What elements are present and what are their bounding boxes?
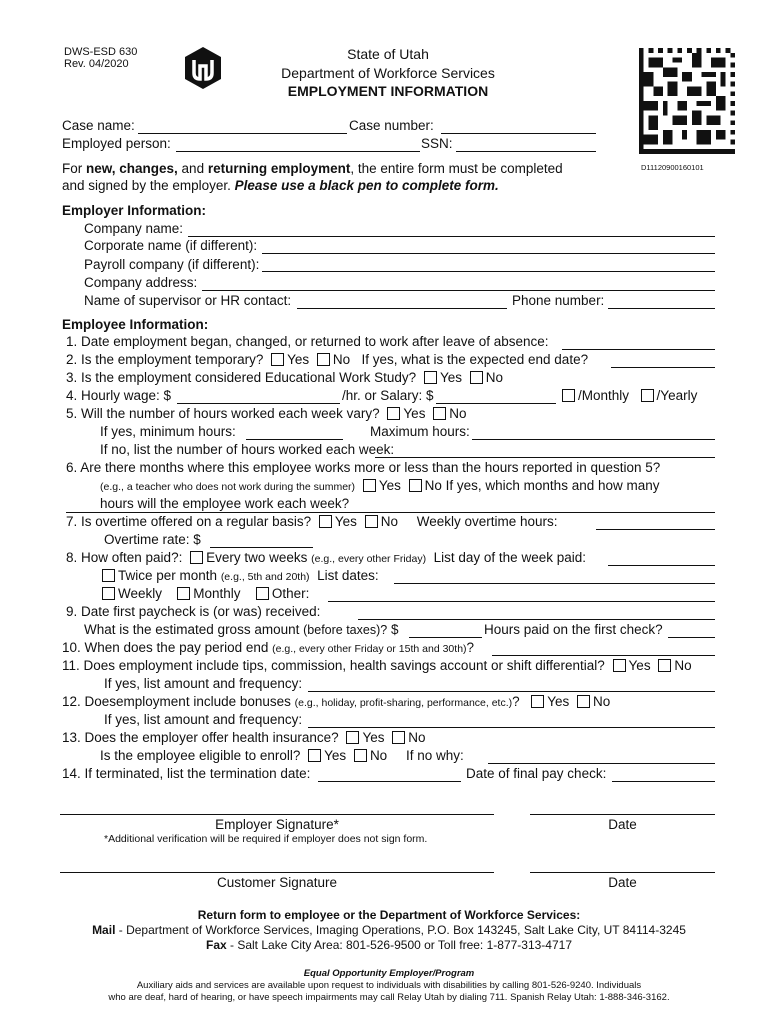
intro-line-1: For new, changes, and returning employment, the entire form must be completed: [62, 161, 563, 176]
company-name-field[interactable]: [188, 236, 715, 237]
case-number-field[interactable]: [441, 133, 596, 134]
ssn-field[interactable]: [456, 151, 596, 152]
aux-aids-line-2: who are deaf, hard of hearing, or have speech impairments may call Relay Utah by dialing 711. Spanish Relay Utah: 1-888-346-3162.: [108, 992, 670, 1003]
q8-dates-field[interactable]: [394, 583, 715, 584]
employer-section-heading: Employer Information:: [62, 203, 207, 218]
q5-max-label: Maximum hours:: [370, 424, 470, 439]
q5-hours-field[interactable]: [375, 457, 715, 458]
q12-row: 12. Doesemployment include bonuses (e.g., holiday, profit-sharing, performance, etc.)? Yes No: [62, 694, 611, 709]
q8-weekly-checkbox[interactable]: [102, 587, 115, 600]
q8-other-checkbox[interactable]: [256, 587, 269, 600]
mail-address: Mail - Department of Workforce Services, Imaging Operations, P.O. Box 143245, Salt Lake City, UT 84114-3245: [92, 923, 686, 937]
q5-yes-checkbox[interactable]: [387, 407, 400, 420]
q7-rate-field[interactable]: [210, 547, 313, 548]
ssn-label: SSN:: [421, 136, 453, 151]
q4-salary-field[interactable]: [436, 403, 556, 404]
phone-field[interactable]: [608, 308, 715, 309]
q9-gross-label: What is the estimated gross amount (before taxes)? $: [84, 622, 399, 637]
eoe-statement: Equal Opportunity Employer/Program: [303, 968, 475, 979]
q12-list-label: If yes, list amount and frequency:: [104, 712, 303, 727]
employed-person-field[interactable]: [176, 151, 420, 152]
q4-wage-label: 4. Hourly wage: $: [66, 388, 172, 403]
q3-no-checkbox[interactable]: [470, 371, 483, 384]
q1-field[interactable]: [562, 349, 715, 350]
company-address-field[interactable]: [202, 290, 715, 291]
case-name-field[interactable]: [138, 133, 347, 134]
q5-row: 5. Will the number of hours worked each week vary? Yes No: [66, 406, 467, 421]
barcode-number: D11120900160101: [641, 163, 704, 172]
q8-monthly-checkbox[interactable]: [177, 587, 190, 600]
q4-salary-label: /hr. or Salary: $: [342, 388, 434, 403]
q8-other-field[interactable]: [328, 601, 715, 602]
aux-aids-line-1: Auxiliary aids and services are available upon request to individuals with disabilities by calling 801-526-9240. Individuals: [136, 980, 642, 991]
q4-period-options: /Monthly /Yearly: [558, 388, 697, 404]
fax-number: Fax - Salt Lake City Area: 801-526-9500 or Toll free: 1-877-313-4717: [205, 938, 572, 952]
q5-no-checkbox[interactable]: [433, 407, 446, 420]
page-title: EMPLOYMENT INFORMATION: [287, 83, 489, 99]
employer-date-line[interactable]: [530, 814, 715, 815]
q7-yes-checkbox[interactable]: [319, 515, 332, 528]
q4-hourly-field[interactable]: [177, 403, 340, 404]
q6-field[interactable]: [66, 512, 715, 513]
q14-final-field[interactable]: [612, 781, 715, 782]
employer-signature-line[interactable]: [60, 814, 494, 815]
customer-signature-label: Customer Signature: [216, 875, 338, 890]
q14-final-label: Date of final pay check:: [466, 766, 607, 781]
q10-field[interactable]: [492, 655, 715, 656]
corporate-name-field[interactable]: [262, 253, 715, 254]
case-name-label: Case name:: [62, 118, 135, 133]
q14-label: 14. If terminated, list the termination date:: [62, 766, 311, 781]
q11-row: 11. Does employment include tips, commission, health savings account or shift differential? Yes No: [62, 658, 692, 673]
q14-termination-field[interactable]: [318, 781, 461, 782]
q6-no-checkbox[interactable]: [409, 479, 422, 492]
q12-yes-checkbox[interactable]: [531, 695, 544, 708]
department-name: Department of Workforce Services: [281, 65, 495, 81]
q6-row: (e.g., a teacher who does not work during the summer) Yes No If yes, which months and how many: [100, 478, 660, 493]
q2-no-checkbox[interactable]: [317, 353, 330, 366]
company-address-label: Company address:: [84, 275, 198, 290]
q13-yes-checkbox[interactable]: [346, 731, 359, 744]
q8-twice-checkbox[interactable]: [102, 569, 115, 582]
q6-yes-checkbox[interactable]: [363, 479, 376, 492]
state-name: State of Utah: [347, 46, 429, 62]
q10-label: 10. When does the pay period end (e.g., every other Friday or 15th and 30th)?: [62, 640, 475, 655]
payroll-company-field[interactable]: [262, 271, 715, 272]
q1-label: 1. Date employment began, changed, or returned to work after leave of absence:: [66, 334, 549, 349]
q5-max-field[interactable]: [472, 439, 715, 440]
q11-yes-checkbox[interactable]: [613, 659, 626, 672]
q13-no-checkbox[interactable]: [392, 731, 405, 744]
q8-row-1: 8. How often paid?: Every two weeks (e.g., every other Friday) List day of the week paid:: [66, 550, 586, 565]
signature-note: *Additional verification will be required if employer does not sign form.: [104, 833, 428, 845]
payroll-company-label: Payroll company (if different):: [84, 257, 260, 272]
employee-section-heading: Employee Information:: [62, 317, 209, 332]
q7-no-checkbox[interactable]: [365, 515, 378, 528]
q8-row-2: Twice per month (e.g., 5th and 20th) List dates:: [98, 568, 379, 585]
employer-signature-label: Employer Signature*: [215, 817, 339, 832]
barcode-image: [638, 48, 736, 154]
case-number-label: Case number:: [349, 118, 434, 133]
q12-field[interactable]: [308, 727, 715, 728]
q13-enroll-no-checkbox[interactable]: [354, 749, 367, 762]
q4-monthly-checkbox[interactable]: [562, 389, 575, 402]
q11-list-label: If yes, list amount and frequency:: [104, 676, 303, 691]
return-instructions: Return form to employee or the Department of Workforce Services:: [197, 908, 581, 922]
q7-row: 7. Is overtime offered on a regular basis? Yes No Weekly overtime hours:: [66, 514, 558, 529]
supervisor-label: Name of supervisor or HR contact:: [84, 293, 292, 308]
company-name-label: Company name:: [84, 221, 184, 236]
q2-row: 2. Is the employment temporary? Yes No If yes, what is the expected end date?: [66, 352, 589, 367]
q2-yes-checkbox[interactable]: [271, 353, 284, 366]
form-id: DWS-ESD 630: [64, 46, 138, 58]
q13-enroll-row: Is the employee eligible to enroll? Yes No If no why:: [100, 748, 464, 763]
q4-yearly-checkbox[interactable]: [641, 389, 654, 402]
corporate-name-label: Corporate name (if different):: [84, 238, 258, 253]
employed-person-label: Employed person:: [62, 136, 171, 151]
q5-hours-label: If no, list the number of hours worked each week:: [100, 442, 395, 457]
q7-weekly-hours-field[interactable]: [596, 529, 715, 530]
q8-biweekly-checkbox[interactable]: [190, 551, 203, 564]
q6-line2-label: hours will the employee work each week?: [100, 496, 350, 511]
customer-date-line[interactable]: [530, 872, 715, 873]
q12-no-checkbox[interactable]: [577, 695, 590, 708]
q6-label: 6. Are there months where this employee works more or less than the hours reported in question 5?: [66, 460, 661, 475]
q9-hours-field[interactable]: [668, 637, 715, 638]
q11-no-checkbox[interactable]: [658, 659, 671, 672]
q9-label: 9. Date first paycheck is (or was) received:: [66, 604, 321, 619]
q5-min-label: If yes, minimum hours:: [100, 424, 236, 439]
q3-row: 3. Is the employment considered Educational Work Study? Yes No: [66, 370, 504, 385]
utah-dws-logo: [184, 46, 222, 90]
q9-date-field[interactable]: [358, 619, 715, 620]
q3-yes-checkbox[interactable]: [424, 371, 437, 384]
supervisor-field[interactable]: [297, 308, 507, 309]
q5-min-field[interactable]: [246, 439, 343, 440]
q13-row: 13. Does the employer offer health insurance? Yes No: [62, 730, 426, 745]
q13-why-field[interactable]: [488, 763, 715, 764]
q8-row-3: Weekly Monthly Other:: [98, 586, 309, 602]
customer-date-label: Date: [608, 875, 637, 890]
customer-signature-line[interactable]: [60, 872, 494, 873]
form-revision: Rev. 04/2020: [64, 58, 129, 70]
q11-field[interactable]: [308, 691, 715, 692]
q9-gross-field[interactable]: [409, 637, 482, 638]
q8-day-field[interactable]: [608, 565, 715, 566]
intro-line-2: and signed by the employer. Please use a black pen to complete form.: [62, 178, 499, 193]
q9-hours-label: Hours paid on the first check?: [484, 622, 663, 637]
q7-rate-label: Overtime rate: $: [104, 532, 201, 547]
q13-enroll-yes-checkbox[interactable]: [308, 749, 321, 762]
employer-date-label: Date: [608, 817, 637, 832]
phone-label: Phone number:: [512, 293, 605, 308]
q2-end-date-field[interactable]: [611, 367, 715, 368]
